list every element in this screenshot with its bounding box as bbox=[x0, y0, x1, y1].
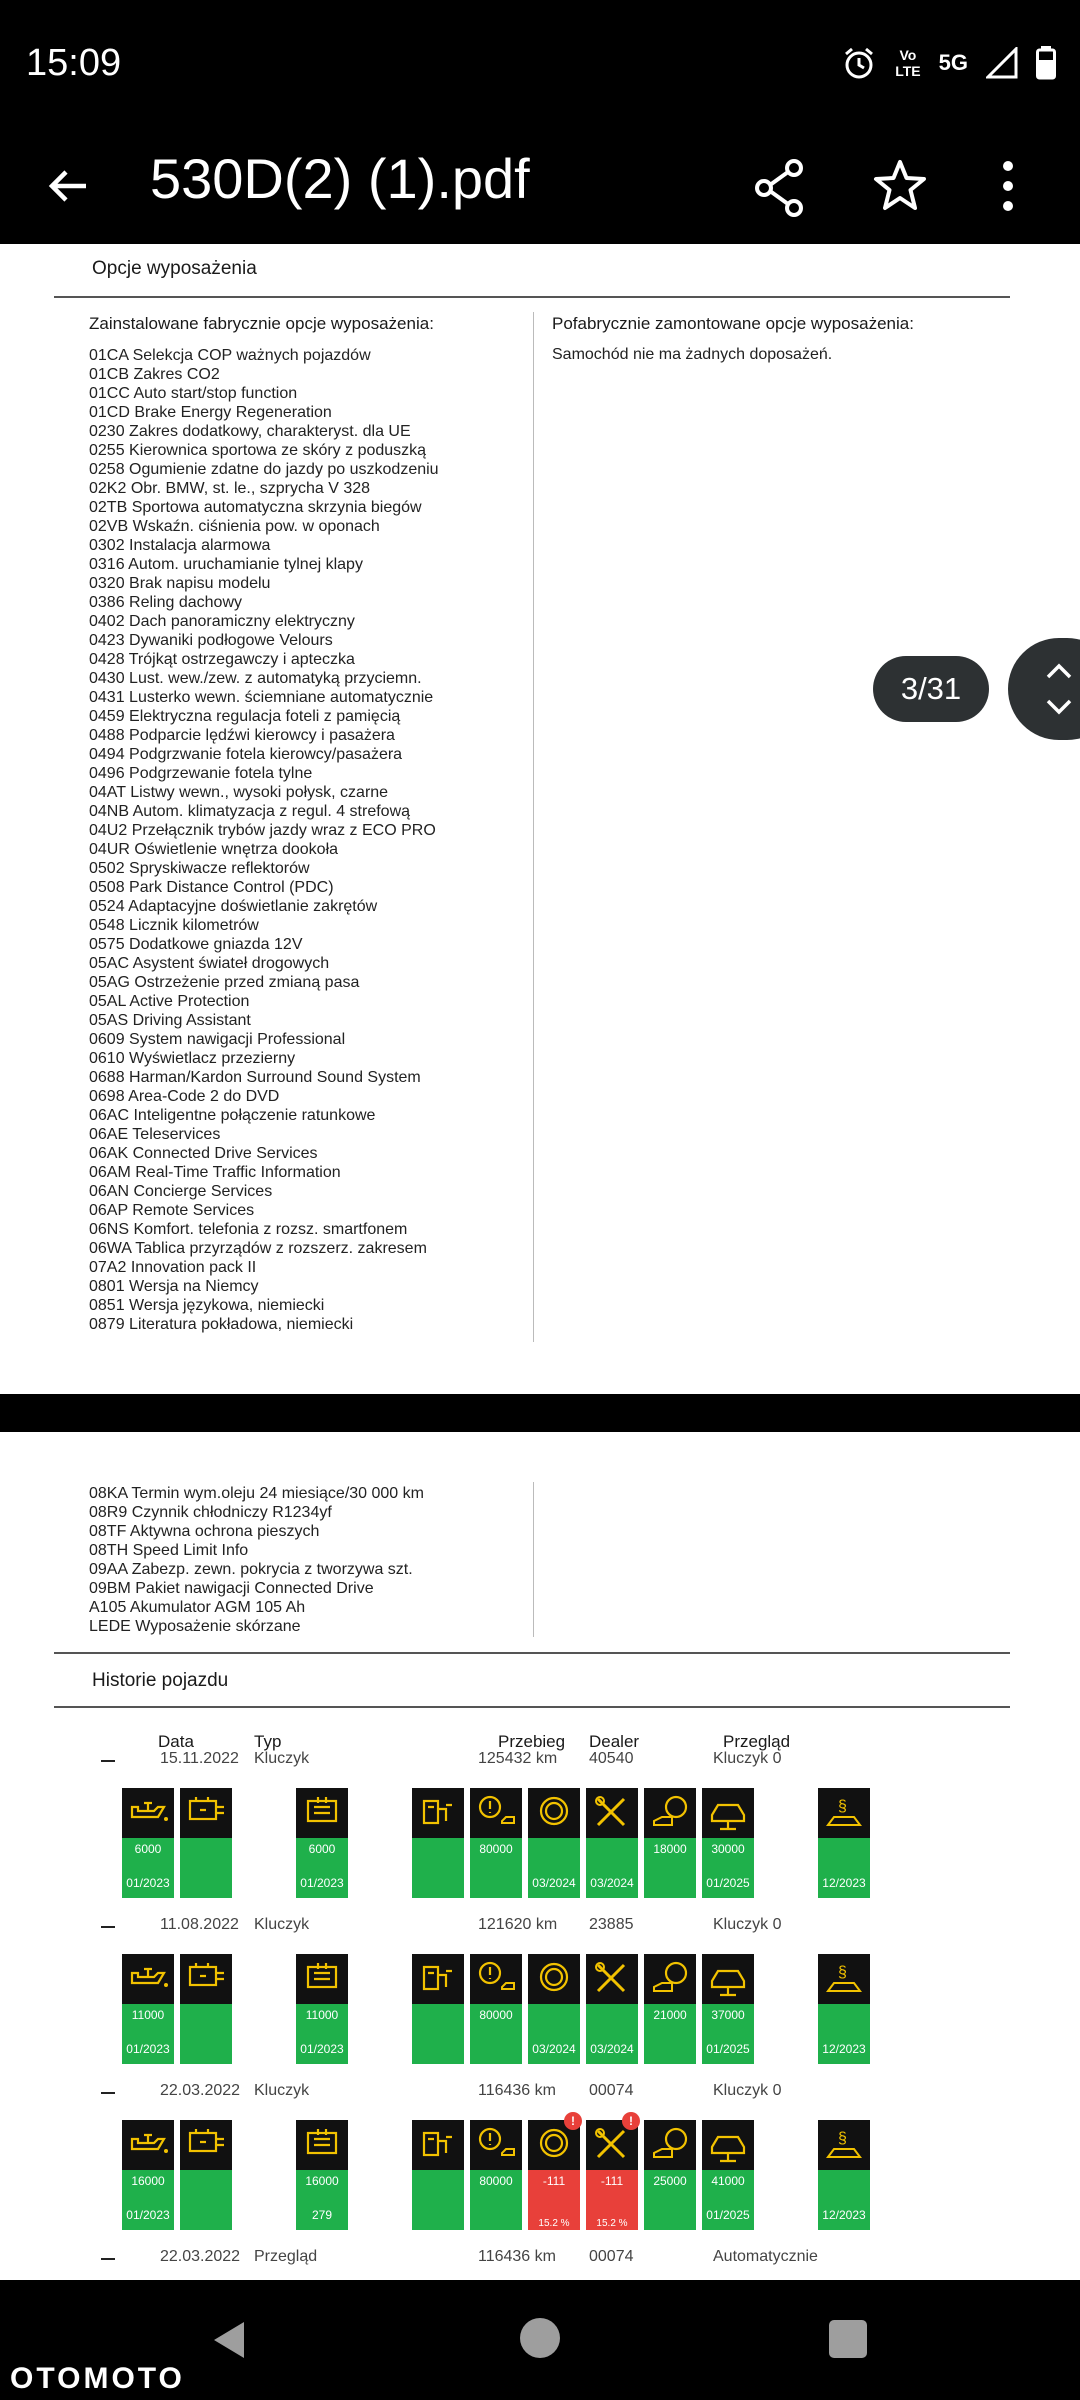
fuel-filter-icon bbox=[296, 1954, 348, 2004]
option-item: 06AK Connected Drive Services bbox=[89, 1145, 318, 1162]
inspection-icon bbox=[818, 2120, 870, 2170]
collapse-toggle[interactable] bbox=[101, 2258, 115, 2260]
option-item: 09AA Zabezp. zewn. pokrycia z tworzywa szt. bbox=[89, 1561, 413, 1578]
service-status-bar bbox=[412, 1838, 464, 1898]
service-status-bar bbox=[470, 2170, 522, 2230]
tools-icon bbox=[586, 1954, 638, 2004]
option-item: 06AM Real-Time Traffic Information bbox=[89, 1164, 341, 1181]
history-review: Kluczyk 0 bbox=[713, 1750, 782, 1767]
column-divider bbox=[533, 1482, 534, 1637]
service-status-bar bbox=[528, 1838, 580, 1898]
tools-icon bbox=[586, 2114, 638, 2170]
column-divider bbox=[533, 312, 534, 1342]
service-tile bbox=[702, 2120, 754, 2230]
service-due-date: 01/2023 bbox=[126, 2208, 170, 2222]
service-status-bar bbox=[702, 2004, 754, 2064]
option-item: 09BM Pakiet nawigacji Connected Drive bbox=[89, 1580, 374, 1597]
option-item: 0524 Adaptacyjne doświetlanie zakrętów bbox=[89, 898, 378, 915]
fuel-icon bbox=[412, 2120, 464, 2170]
service-status-bar bbox=[586, 2170, 638, 2230]
service-tile bbox=[470, 2120, 522, 2230]
status-icons bbox=[841, 40, 1056, 86]
service-tile bbox=[412, 1788, 464, 1898]
favorite-star-icon[interactable] bbox=[872, 158, 928, 214]
option-item: 0610 Wyświetlacz przezierny bbox=[89, 1050, 296, 1067]
history-date: 11.08.2022 bbox=[160, 1916, 239, 1933]
option-item: 08TF Aktywna ochrona pieszych bbox=[89, 1523, 320, 1540]
option-item: 04AT Listwy wewn., wysoki połysk, czarne bbox=[89, 784, 389, 801]
service-tile bbox=[122, 2120, 174, 2230]
option-item: 0316 Autom. uruchamianie tylnej klapy bbox=[89, 556, 363, 573]
option-item: 0548 Licznik kilometrów bbox=[89, 917, 259, 934]
service-due-date: 01/2023 bbox=[300, 1876, 344, 1890]
service-tile bbox=[180, 1788, 232, 1898]
column-header-dealer: Dealer bbox=[589, 1732, 640, 1751]
network-5g-label: 5G bbox=[938, 50, 968, 75]
service-status-bar bbox=[122, 1838, 174, 1898]
option-item: 0430 Lust. wew./zew. z automatyką przyciemn. bbox=[89, 670, 422, 687]
service-status-bar bbox=[586, 1838, 638, 1898]
option-item: 0258 Ogumienie zdatne do jazdy po uszkodzeniu bbox=[89, 461, 439, 478]
service-due-date: 12/2023 bbox=[822, 2042, 866, 2056]
signal-icon bbox=[986, 47, 1018, 79]
service-tile bbox=[528, 1788, 580, 1898]
chevron-down-icon bbox=[1044, 698, 1074, 716]
share-icon[interactable] bbox=[752, 158, 806, 218]
brake-disc-icon bbox=[528, 1788, 580, 1838]
service-value: 80000 bbox=[479, 1842, 513, 1856]
history-dealer: 23885 bbox=[589, 1916, 634, 1933]
collapse-toggle[interactable] bbox=[101, 1926, 115, 1928]
option-item: 05AS Driving Assistant bbox=[89, 1012, 251, 1029]
option-item: 08TH Speed Limit Info bbox=[89, 1542, 249, 1559]
vehicle-check-icon bbox=[702, 1954, 754, 2004]
history-mileage: 121620 km bbox=[478, 1916, 558, 1933]
option-item: 0688 Harman/Kardon Surround Sound System bbox=[89, 1069, 421, 1086]
history-date: 22.03.2022 bbox=[160, 2082, 241, 2099]
service-value: 41000 bbox=[711, 2174, 745, 2188]
page-gap bbox=[0, 1394, 1080, 1432]
nav-home-button[interactable] bbox=[520, 2318, 560, 2358]
service-value: 11000 bbox=[131, 2008, 165, 2022]
service-due-date: 01/2023 bbox=[126, 1876, 170, 1890]
engine-filter-icon bbox=[180, 1954, 232, 2004]
option-item: 0879 Literatura pokładowa, niemiecki bbox=[89, 1316, 354, 1333]
pdf-page bbox=[0, 244, 1080, 1394]
fuel-filter-icon bbox=[296, 2120, 348, 2170]
option-item: 0488 Podparcie lędźwi kierowcy i pasażera bbox=[89, 727, 395, 744]
service-status-bar bbox=[412, 2004, 464, 2064]
brake-warning-icon bbox=[470, 2120, 522, 2170]
service-due-date: 01/2025 bbox=[706, 2208, 750, 2222]
service-tile bbox=[586, 2114, 638, 2230]
alarm-icon bbox=[841, 45, 877, 81]
option-item: A105 Akumulator AGM 105 Ah bbox=[89, 1599, 306, 1616]
column-header-date: Data bbox=[158, 1732, 194, 1751]
service-tile bbox=[180, 1954, 232, 2064]
history-type: Kluczyk bbox=[254, 2082, 310, 2099]
option-item: 01CB Zakres CO2 bbox=[89, 366, 220, 383]
service-status-bar bbox=[180, 1838, 232, 1898]
history-dealer: 00074 bbox=[589, 2082, 634, 2099]
option-item: 01CC Auto start/stop function bbox=[89, 385, 298, 402]
section-title: Opcje wyposażenia bbox=[92, 258, 257, 279]
service-tile bbox=[412, 2120, 464, 2230]
column-header-type: Typ bbox=[254, 1732, 282, 1751]
service-status-bar bbox=[180, 2004, 232, 2064]
brake-disc-icon bbox=[528, 1954, 580, 2004]
service-status-bar bbox=[296, 2004, 348, 2064]
service-value: 21000 bbox=[653, 2008, 687, 2022]
history-review: Kluczyk 0 bbox=[713, 1916, 782, 1933]
history-review: Kluczyk 0 bbox=[713, 2082, 782, 2099]
brake-pads-icon bbox=[644, 1954, 696, 2004]
service-status-bar bbox=[528, 2004, 580, 2064]
tools-icon bbox=[586, 1788, 638, 1838]
history-type: Przegląd bbox=[254, 2248, 318, 2265]
option-item: 0402 Dach panoramiczny elektryczny bbox=[89, 613, 355, 630]
engine-filter-icon bbox=[180, 2120, 232, 2170]
option-item: 06AP Remote Services bbox=[89, 1202, 255, 1219]
option-item: 0431 Lusterko wewn. ściemniane automatycznie bbox=[89, 689, 434, 706]
service-status-bar bbox=[296, 2170, 348, 2230]
service-due-date: 279 bbox=[311, 2208, 333, 2222]
history-type: Kluczyk bbox=[254, 1750, 310, 1767]
service-due-date: 03/2024 bbox=[590, 1876, 634, 1890]
service-tile bbox=[296, 1788, 348, 1898]
service-due-date: 01/2023 bbox=[126, 2042, 170, 2056]
service-status-bar bbox=[644, 2170, 696, 2230]
service-status-bar bbox=[818, 1838, 870, 1898]
pdf-page bbox=[0, 1432, 1080, 2280]
option-item: 0496 Podgrzewanie fotela tylne bbox=[89, 765, 313, 782]
option-item: 0508 Park Distance Control (PDC) bbox=[89, 879, 334, 896]
nav-back-icon[interactable] bbox=[208, 2318, 248, 2362]
option-item: 0230 Zakres dodatkowy, charakteryst. dla UE bbox=[89, 423, 411, 440]
option-item: 01CD Brake Energy Regeneration bbox=[89, 404, 332, 421]
history-dealer: 00074 bbox=[589, 2248, 634, 2265]
oil-service-icon bbox=[122, 1954, 174, 2004]
app-bar bbox=[0, 120, 1080, 244]
service-value: -111 bbox=[542, 2174, 566, 2188]
warning-badge: ! bbox=[622, 2112, 640, 2130]
service-tile bbox=[818, 1954, 870, 2064]
service-tile bbox=[470, 1954, 522, 2064]
service-status-bar bbox=[644, 1838, 696, 1898]
brake-warning-icon bbox=[470, 1788, 522, 1838]
service-status-bar bbox=[818, 2170, 870, 2230]
option-item: LEDE Wyposażenie skórzane bbox=[89, 1618, 301, 1635]
option-item: 0386 Reling dachowy bbox=[89, 594, 242, 611]
service-tile bbox=[122, 1954, 174, 2064]
service-value: 37000 bbox=[711, 2008, 745, 2022]
option-item: 06NS Komfort. telefonia z rozsz. smartfonem bbox=[89, 1221, 408, 1238]
service-due-date: 03/2024 bbox=[532, 1876, 576, 1890]
fast-scroll-handle[interactable] bbox=[1008, 638, 1080, 740]
service-tile bbox=[470, 1788, 522, 1898]
option-item: 06AN Concierge Services bbox=[89, 1183, 273, 1200]
option-item: 0502 Spryskiwacze reflektorów bbox=[89, 860, 310, 877]
option-item: 05AC Asystent świateł drogowych bbox=[89, 955, 330, 972]
service-status-bar bbox=[122, 2170, 174, 2230]
service-status-bar bbox=[818, 2004, 870, 2064]
option-item: 02VB Wskaźn. ciśnienia pow. w oponach bbox=[89, 518, 380, 535]
factory-options-list-continued bbox=[89, 1484, 424, 1636]
retrofit-options-header: Pofabrycznie zamontowane opcje wyposażenia: bbox=[552, 314, 914, 333]
inspection-icon bbox=[818, 1788, 870, 1838]
nav-recents-button[interactable] bbox=[829, 2320, 867, 2358]
service-tile bbox=[122, 1788, 174, 1898]
service-percent: 15.2 % bbox=[596, 2218, 628, 2229]
option-item: 0575 Dodatkowe gniazda 12V bbox=[89, 936, 303, 953]
history-review: Automatycznie bbox=[713, 2248, 818, 2265]
option-item: 05AL Active Protection bbox=[89, 993, 250, 1010]
option-item: 0320 Brak napisu modelu bbox=[89, 575, 271, 592]
back-arrow-icon[interactable] bbox=[44, 162, 92, 210]
service-status-bar bbox=[470, 1838, 522, 1898]
service-tile bbox=[412, 1954, 464, 2064]
option-item: 0698 Area-Code 2 do DVD bbox=[89, 1088, 280, 1105]
warning-badge: ! bbox=[564, 2112, 582, 2130]
fuel-icon bbox=[412, 1954, 464, 2004]
fuel-filter-icon bbox=[296, 1788, 348, 1838]
service-status-bar bbox=[644, 2004, 696, 2064]
service-value: 80000 bbox=[479, 2174, 513, 2188]
column-header-mileage: Przebieg bbox=[498, 1732, 566, 1751]
service-tile bbox=[180, 2120, 232, 2230]
option-item: 02TB Sportowa automatyczna skrzynia biegów bbox=[89, 499, 422, 516]
history-date: 15.11.2022 bbox=[160, 1750, 239, 1767]
brake-pads-icon bbox=[644, 2120, 696, 2170]
history-title: Historie pojazdu bbox=[92, 1670, 229, 1691]
oil-service-icon bbox=[122, 2120, 174, 2170]
service-tile bbox=[586, 1788, 638, 1898]
history-mileage: 116436 km bbox=[478, 2248, 556, 2265]
service-value: 6000 bbox=[134, 1842, 162, 1856]
service-value: 6000 bbox=[308, 1842, 336, 1856]
history-mileage: 125432 km bbox=[478, 1750, 558, 1767]
service-tile bbox=[818, 1788, 870, 1898]
service-value: 11000 bbox=[305, 2008, 339, 2022]
service-value: 16000 bbox=[131, 2174, 165, 2188]
service-status-bar bbox=[412, 2170, 464, 2230]
service-tile bbox=[528, 2114, 580, 2230]
service-value: 30000 bbox=[711, 1842, 745, 1856]
history-mileage: 116436 km bbox=[478, 2082, 556, 2099]
column-header-review: Przegląd bbox=[723, 1732, 791, 1751]
option-item: 08KA Termin wym.oleju 24 miesiące/30 000 km bbox=[89, 1485, 424, 1502]
chevron-up-icon bbox=[1044, 662, 1074, 680]
option-item: 0459 Elektryczna regulacja foteli z pamięcią bbox=[89, 708, 401, 725]
service-status-bar bbox=[180, 2170, 232, 2230]
service-tile bbox=[586, 1954, 638, 2064]
service-tile bbox=[296, 2120, 348, 2230]
divider bbox=[54, 1706, 1010, 1708]
service-due-date: 01/2023 bbox=[300, 2042, 344, 2056]
svg-text:§: § bbox=[838, 2130, 847, 2147]
brake-warning-icon bbox=[470, 1954, 522, 2004]
service-value: 16000 bbox=[305, 2174, 339, 2188]
service-value: 80000 bbox=[479, 2008, 513, 2022]
inspection-icon bbox=[818, 1954, 870, 2004]
service-due-date: 12/2023 bbox=[822, 2208, 866, 2222]
service-due-date: 01/2025 bbox=[706, 2042, 750, 2056]
service-tile bbox=[644, 1788, 696, 1898]
divider bbox=[54, 296, 1010, 298]
option-item: 0801 Wersja na Niemcy bbox=[89, 1278, 259, 1295]
service-due-date: 03/2024 bbox=[532, 2042, 576, 2056]
service-value: -111 bbox=[600, 2174, 624, 2188]
service-status-bar bbox=[586, 2004, 638, 2064]
option-item: 01CA Selekcja COP ważnych pojazdów bbox=[89, 347, 371, 364]
brake-disc-icon bbox=[528, 2114, 580, 2170]
factory-options-header: Zainstalowane fabrycznie opcje wyposażenia: bbox=[89, 314, 434, 333]
service-value: 18000 bbox=[653, 1842, 687, 1856]
service-status-bar bbox=[528, 2170, 580, 2230]
service-status-bar bbox=[122, 2004, 174, 2064]
vehicle-check-icon bbox=[702, 1788, 754, 1838]
option-item: 02K2 Obr. BMW, st. le., szprycha V 328 bbox=[89, 480, 371, 497]
option-item: 04U2 Przełącznik trybów jazdy wraz z ECO PRO bbox=[89, 822, 436, 839]
oil-service-icon bbox=[122, 1788, 174, 1838]
service-tile bbox=[644, 1954, 696, 2064]
service-tile bbox=[528, 1954, 580, 2064]
option-item: 06AC Inteligentne połączenie ratunkowe bbox=[89, 1107, 376, 1124]
option-item: 05AG Ostrzeżenie przed zmianą pasa bbox=[89, 974, 360, 991]
more-options-icon[interactable] bbox=[1000, 160, 1016, 212]
history-dealer: 40540 bbox=[589, 1750, 634, 1767]
vehicle-check-icon bbox=[702, 2120, 754, 2170]
status-bar bbox=[0, 0, 1080, 120]
collapse-toggle[interactable] bbox=[101, 2092, 115, 2094]
option-item: 04UR Oświetlenie wnętrza dookoła bbox=[89, 841, 339, 858]
fuel-icon bbox=[412, 1788, 464, 1838]
option-item: 07A2 Innovation pack II bbox=[89, 1259, 257, 1276]
watermark-logo: OTOMOTO bbox=[10, 2362, 185, 2395]
service-status-bar bbox=[702, 1838, 754, 1898]
collapse-toggle[interactable] bbox=[101, 1760, 115, 1762]
service-due-date: 03/2024 bbox=[590, 2042, 634, 2056]
option-item: 06AE Teleservices bbox=[89, 1126, 221, 1143]
option-item: 0302 Instalacja alarmowa bbox=[89, 537, 271, 554]
service-tile bbox=[702, 1788, 754, 1898]
service-tile bbox=[644, 2120, 696, 2230]
history-type: Kluczyk bbox=[254, 1916, 310, 1933]
option-item: 0428 Trójkąt ostrzegawczy i apteczka bbox=[89, 651, 355, 668]
service-tile bbox=[296, 1954, 348, 2064]
document-title: 530D(2) (1).pdf bbox=[150, 147, 530, 210]
svg-text:§: § bbox=[838, 1798, 847, 1815]
option-item: 0255 Kierownica sportowa ze skóry z poduszką bbox=[89, 442, 427, 459]
volte-indicator: Vo LTE bbox=[895, 47, 921, 79]
status-time: 15:09 bbox=[26, 42, 122, 84]
service-status-bar bbox=[296, 1838, 348, 1898]
svg-text:§: § bbox=[838, 1964, 847, 1981]
page-indicator: 3/31 bbox=[873, 656, 989, 722]
service-value: 25000 bbox=[653, 2174, 687, 2188]
option-item: 0494 Podgrzwanie fotela kierowcy/pasażera bbox=[89, 746, 403, 763]
engine-filter-icon bbox=[180, 1788, 232, 1838]
service-tile bbox=[818, 2120, 870, 2230]
factory-options-list bbox=[89, 346, 439, 1334]
option-item: 0609 System nawigacji Professional bbox=[89, 1031, 346, 1048]
option-item: 06WA Tablica przyrządów z rozszerz. zakresem bbox=[89, 1240, 427, 1257]
service-status-bar bbox=[470, 2004, 522, 2064]
service-tile bbox=[702, 1954, 754, 2064]
option-item: 08R9 Czynnik chłodniczy R1234yf bbox=[89, 1504, 332, 1521]
service-percent: 15.2 % bbox=[538, 2218, 570, 2229]
brake-pads-icon bbox=[644, 1788, 696, 1838]
history-date: 22.03.2022 bbox=[160, 2248, 241, 2265]
service-due-date: 12/2023 bbox=[822, 1876, 866, 1890]
service-due-date: 01/2025 bbox=[706, 1876, 750, 1890]
retrofit-note: Samochód nie ma żadnych doposażeń. bbox=[552, 346, 833, 363]
option-item: 0423 Dywaniki podłogowe Velours bbox=[89, 632, 333, 649]
divider bbox=[54, 1652, 1010, 1654]
battery-icon bbox=[1036, 46, 1056, 80]
option-item: 04NB Autom. klimatyzacja z regul. 4 strefową bbox=[89, 803, 411, 820]
option-item: 0851 Wersja językowa, niemiecki bbox=[89, 1297, 325, 1314]
service-status-bar bbox=[702, 2170, 754, 2230]
